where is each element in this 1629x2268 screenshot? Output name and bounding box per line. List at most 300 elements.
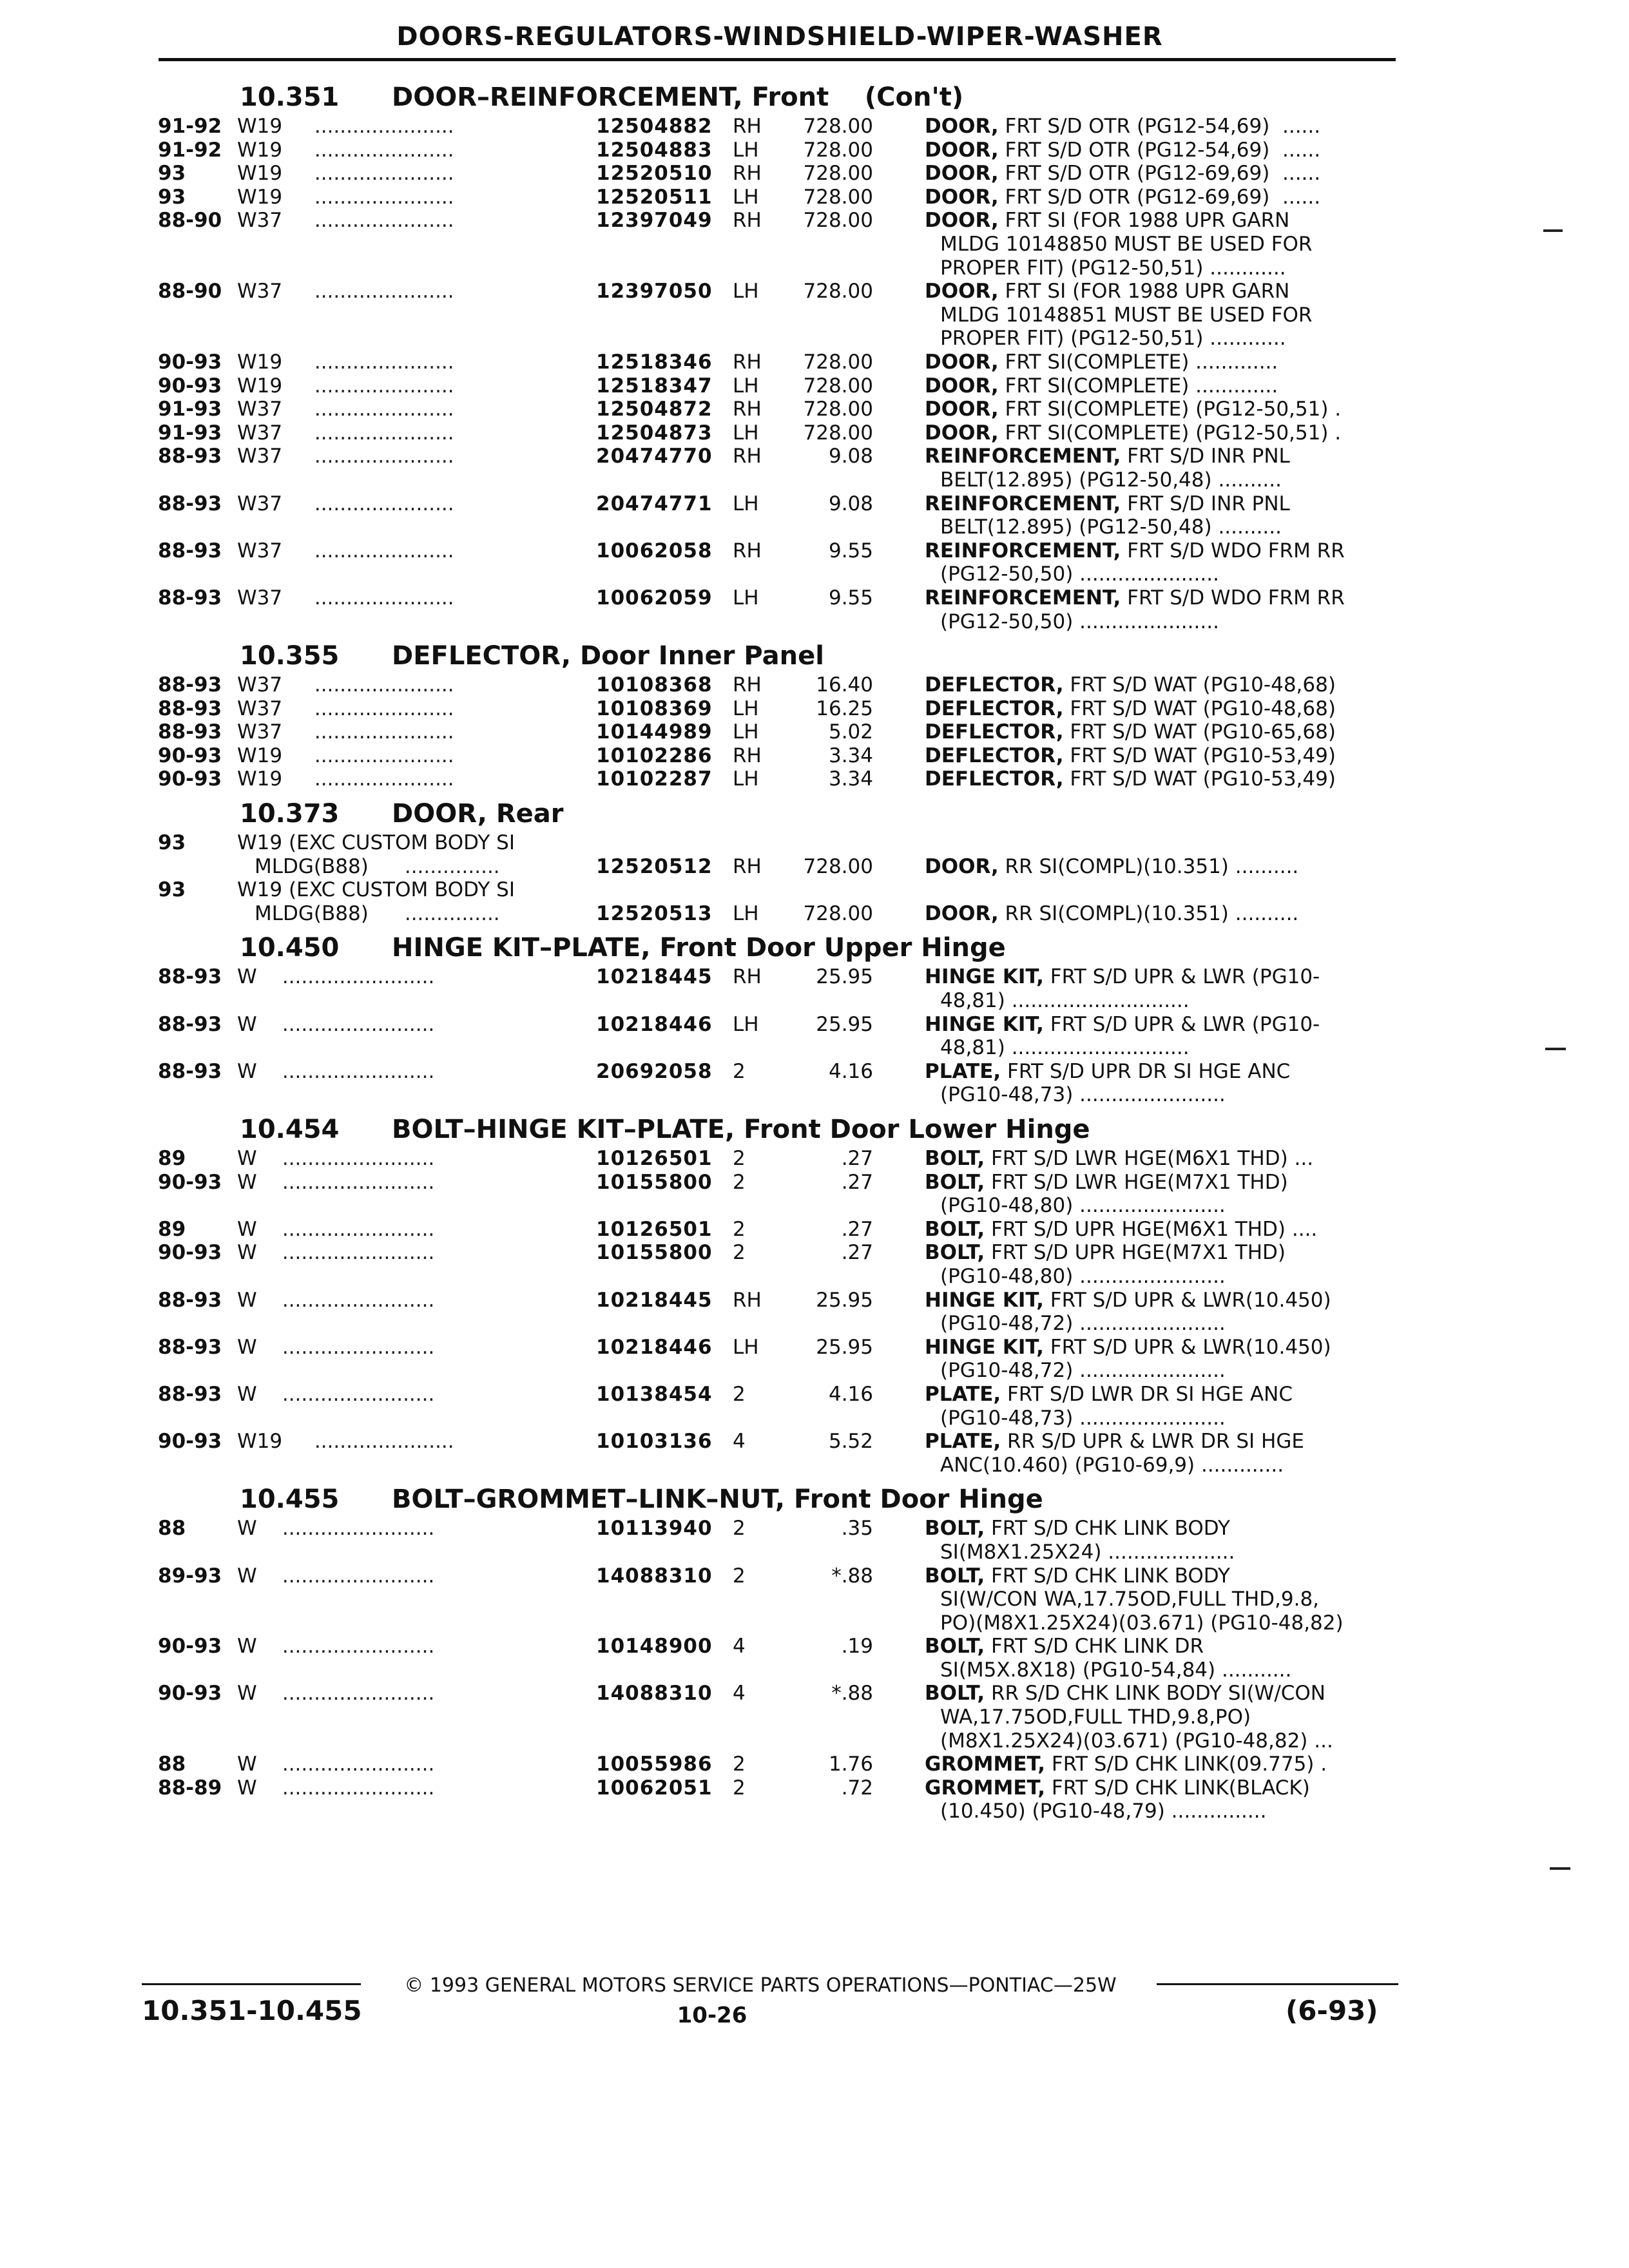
part-number: 10148900: [596, 1635, 713, 1658]
description-text: FRT S/D UPR & LWR(10.450): [1043, 1288, 1331, 1312]
section-heading: BOLT–GROMMET–LINK–NUT, Front Door Hinge: [392, 1485, 1043, 1515]
section-number: 10.373: [240, 799, 340, 829]
description-line: [925, 1013, 1398, 1037]
description-line: [925, 1218, 1398, 1242]
model-code: W19: [237, 138, 283, 162]
footer-rule-right: [1157, 1983, 1398, 1985]
description-keyword: DOOR,: [925, 115, 999, 138]
description-keyword: DOOR,: [925, 162, 999, 186]
model-years: 88-93: [158, 1335, 222, 1359]
model-years: 91-92: [158, 138, 222, 162]
price: *.88: [831, 1564, 873, 1588]
model-years: 91-93: [158, 421, 222, 445]
model-code: W37: [237, 539, 283, 562]
side-qty: LH: [733, 421, 759, 445]
part-number: 10103136: [596, 1430, 713, 1454]
description-keyword: DOOR,: [925, 901, 999, 925]
part-description: [925, 1147, 1398, 1171]
part-row: [158, 1517, 1398, 1564]
model-years: 88-89: [158, 1776, 222, 1800]
model-years: 93: [158, 162, 186, 186]
description-keyword: GROMMET,: [925, 1776, 1046, 1800]
part-row: [158, 1171, 1398, 1218]
model-years: 90-93: [158, 767, 222, 791]
description-line: WA,17.75OD,FULL THD,9.8,PO): [940, 1706, 1251, 1729]
part-description: [925, 855, 1398, 879]
description-keyword: BOLT,: [925, 1517, 985, 1541]
part-number: 10102286: [596, 744, 713, 767]
description-text: FRT S/D UPR DR SI HGE ANC: [1001, 1059, 1291, 1083]
margin-mark: [1545, 1048, 1566, 1050]
model-code: W19: [237, 350, 283, 374]
description-line: [925, 965, 1398, 989]
description-line: (PG10-48,72) .......................: [940, 1359, 1226, 1383]
footer-section-range: 10.351-10.455: [142, 1995, 362, 2026]
side-qty: RH: [733, 539, 762, 562]
description-keyword: DOOR,: [925, 398, 999, 421]
leader-dots: ........................: [276, 1335, 435, 1359]
price: .27: [841, 1217, 873, 1241]
leader-dots: ......................: [308, 115, 454, 138]
part-description: [925, 139, 1398, 162]
description-keyword: DEFLECTOR,: [925, 744, 1064, 767]
price: .27: [841, 1147, 873, 1170]
side-qty: LH: [733, 720, 759, 744]
leader-dots: ......................: [308, 586, 454, 610]
part-description: [925, 421, 1398, 445]
side-qty: 2: [733, 1753, 746, 1776]
leader-dots: ......................: [308, 1430, 454, 1454]
description-line: [925, 1635, 1398, 1658]
part-description: [925, 209, 1398, 280]
leader-dots: ........................: [276, 1288, 435, 1312]
description-keyword: DEFLECTOR,: [925, 697, 1064, 720]
description-line: ANC(10.460) (PG10-69,9) .............: [940, 1453, 1284, 1477]
part-row: [158, 1753, 1398, 1776]
side-qty: 4: [733, 1430, 746, 1454]
model-code: W: [237, 1776, 257, 1800]
price: 16.40: [816, 673, 873, 697]
description-text: FRT S/D WAT (PG10-53,49): [1063, 767, 1336, 791]
description-text: FRT S/D WAT (PG10-48,68): [1063, 697, 1336, 720]
description-keyword: PLATE,: [925, 1382, 1001, 1406]
section-title: [158, 80, 1398, 115]
part-number: 12504873: [596, 421, 713, 445]
part-description: [925, 1013, 1398, 1060]
price: 9.55: [828, 586, 873, 610]
description-line: 48,81) ............................: [940, 1036, 1190, 1060]
part-description: [925, 720, 1398, 744]
model-code-continued: MLDG(B88): [255, 854, 369, 878]
model-code: W37: [237, 673, 283, 697]
side-qty: LH: [733, 586, 759, 610]
description-text: FRT S/D WDO FRM RR: [1121, 539, 1345, 562]
leader-dots: ...............: [398, 854, 500, 878]
model-years: 90-93: [158, 374, 222, 398]
leader-dots: ...............: [398, 901, 500, 925]
model-code: W19: [237, 374, 283, 398]
model-code: W: [237, 1682, 257, 1706]
part-row: [158, 673, 1398, 697]
leader-dots: ........................: [276, 1564, 435, 1588]
description-line: [925, 351, 1398, 374]
leader-dots: ......................: [308, 492, 454, 515]
model-years: 88-93: [158, 1012, 222, 1036]
description-line: [925, 673, 1398, 697]
model-code: W: [237, 1217, 257, 1241]
description-line: [925, 539, 1398, 563]
model-years: 88-93: [158, 492, 222, 515]
description-text: FRT S/D OTR (PG12-69,69) ......: [998, 185, 1321, 209]
header-rule: [159, 58, 1396, 61]
model-years: 88-93: [158, 673, 222, 697]
description-text: RR SI(COMPL)(10.351) ..........: [998, 854, 1299, 878]
price: 728.00: [803, 421, 873, 445]
description-line: [925, 280, 1398, 303]
part-number: 10102287: [596, 767, 713, 791]
side-qty: 2: [733, 1517, 746, 1541]
part-description: [925, 902, 1398, 926]
part-row: [158, 209, 1398, 280]
part-description: [925, 586, 1398, 633]
part-number: 10108368: [596, 673, 713, 697]
description-keyword: REINFORCEMENT,: [925, 492, 1121, 515]
leader-dots: ......................: [308, 280, 454, 303]
part-row: [158, 115, 1398, 139]
description-line: (M8X1.25X24)(03.671) (PG10-48,82) ...: [940, 1729, 1333, 1753]
price: .72: [841, 1776, 873, 1800]
price: 25.95: [816, 1335, 873, 1359]
model-code: W: [237, 1753, 257, 1776]
description-text: FRT S/D CHK LINK(09.775) .: [1045, 1753, 1327, 1776]
part-number: 12518346: [596, 350, 713, 374]
part-row: [158, 697, 1398, 721]
description-line: BELT(12.895) (PG12-50,48) ..........: [940, 515, 1282, 539]
description-line: [925, 855, 1398, 879]
description-line: (10.450) (PG10-48,79) ...............: [940, 1800, 1267, 1823]
part-row: [158, 351, 1398, 374]
part-description: [925, 1682, 1398, 1753]
description-text: FRT S/D CHK LINK BODY: [985, 1517, 1230, 1541]
side-qty: LH: [733, 901, 759, 925]
description-line: [925, 1383, 1398, 1407]
part-number: 10062058: [596, 539, 713, 562]
description-text: FRT SI (FOR 1988 UPR GARN: [998, 280, 1290, 303]
description-line: SI(W/CON WA,17.75OD,FULL THD,9.8,: [940, 1588, 1320, 1611]
model-code: W: [237, 1059, 257, 1083]
description-line: [925, 1147, 1398, 1171]
side-qty: RH: [733, 209, 762, 233]
part-row: [158, 445, 1398, 492]
description-line: [925, 744, 1398, 768]
description-line: [925, 1336, 1398, 1360]
description-line: [925, 1171, 1398, 1195]
model-years: 88: [158, 1517, 186, 1541]
side-qty: 4: [733, 1682, 746, 1706]
price: *.88: [831, 1682, 873, 1706]
part-row: [158, 162, 1398, 186]
side-qty: 2: [733, 1217, 746, 1241]
part-description: [925, 1060, 1398, 1107]
model-years: 88-93: [158, 1059, 222, 1083]
section-heading: HINGE KIT–PLATE, Front Door Upper Hinge: [392, 933, 1006, 963]
description-line: (PG10-48,72) .......................: [940, 1312, 1226, 1336]
price: 5.52: [828, 1430, 873, 1454]
section-title: [158, 639, 1398, 673]
description-text: FRT SI (FOR 1988 UPR GARN: [998, 209, 1290, 233]
model-years: 90-93: [158, 1430, 222, 1454]
side-qty: 2: [733, 1059, 746, 1083]
price: 9.08: [828, 492, 873, 515]
part-number: 10144989: [596, 720, 713, 744]
part-row: [158, 421, 1398, 445]
section-title: [158, 796, 1398, 831]
description-keyword: REINFORCEMENT,: [925, 539, 1121, 562]
part-description: [925, 398, 1398, 421]
model-code: W37: [237, 720, 283, 744]
model-years: 93: [158, 831, 186, 855]
description-text: FRT S/D UPR HGE(M6X1 THD) ....: [985, 1217, 1318, 1241]
description-text: FRT S/D UPR & LWR (PG10-: [1043, 965, 1320, 989]
leader-dots: ......................: [308, 185, 454, 209]
description-line: 48,81) ............................: [940, 989, 1190, 1013]
description-line: MLDG 10148850 MUST BE USED FOR: [940, 232, 1313, 256]
model-years: 91-93: [158, 398, 222, 421]
price: 728.00: [803, 115, 873, 138]
model-code: W: [237, 1517, 257, 1541]
part-number: 10055986: [596, 1753, 713, 1776]
description-keyword: PLATE,: [925, 1430, 1001, 1454]
description-keyword: HINGE KIT,: [925, 1288, 1044, 1312]
part-row: [158, 374, 1398, 398]
part-number: 10062059: [596, 586, 713, 610]
model-code: W37: [237, 280, 283, 303]
part-number: 10155800: [596, 1241, 713, 1265]
model-code: W19 (EXC CUSTOM BODY SI: [237, 831, 515, 855]
price: 728.00: [803, 162, 873, 186]
part-number: 12397050: [596, 280, 713, 303]
description-line: (PG10-48,73) .......................: [940, 1406, 1226, 1430]
description-keyword: BOLT,: [925, 1217, 985, 1241]
model-code: W37: [237, 445, 283, 468]
price: 9.08: [828, 445, 873, 468]
model-code: W: [237, 1288, 257, 1312]
description-text: FRT S/D INR PNL: [1121, 492, 1290, 515]
model-code: W: [237, 1635, 257, 1658]
part-description: [925, 1336, 1398, 1383]
description-line: [925, 492, 1398, 516]
part-number: 10218446: [596, 1335, 713, 1359]
side-qty: RH: [733, 744, 762, 767]
description-keyword: DEFLECTOR,: [925, 720, 1064, 744]
part-row: [158, 1241, 1398, 1288]
model-years: 90-93: [158, 744, 222, 767]
description-line: (PG12-50,50) ......................: [940, 610, 1219, 633]
leader-dots: ......................: [308, 720, 454, 744]
part-description: [925, 1218, 1398, 1242]
part-description: [925, 351, 1398, 374]
description-line: [925, 1753, 1398, 1776]
description-line: [925, 697, 1398, 721]
part-description: [925, 965, 1398, 1012]
description-text: FRT S/D WDO FRM RR: [1121, 586, 1345, 610]
description-keyword: DOOR,: [925, 854, 999, 878]
description-line: [925, 767, 1398, 791]
part-number: 12518347: [596, 374, 713, 398]
description-keyword: BOLT,: [925, 1147, 985, 1170]
leader-dots: ........................: [276, 1776, 435, 1800]
price: 728.00: [803, 138, 873, 162]
description-text: FRT S/D WAT (PG10-48,68): [1063, 673, 1336, 697]
description-line: [925, 720, 1398, 744]
side-qty: 2: [733, 1564, 746, 1588]
description-line: [925, 186, 1398, 209]
leader-dots: ......................: [308, 350, 454, 374]
part-row: [158, 280, 1398, 351]
side-qty: LH: [733, 1012, 759, 1036]
model-years: 88-93: [158, 445, 222, 468]
description-line: [925, 162, 1398, 186]
description-keyword: DOOR,: [925, 374, 999, 398]
price: 728.00: [803, 350, 873, 374]
part-number: 12504872: [596, 398, 713, 421]
description-keyword: BOLT,: [925, 1682, 985, 1706]
description-line: [925, 1517, 1398, 1541]
description-line: [925, 1430, 1398, 1454]
model-code: W19 (EXC CUSTOM BODY SI: [237, 878, 515, 902]
model-years: 88-93: [158, 1288, 222, 1312]
side-qty: RH: [733, 965, 762, 989]
part-description: [925, 1776, 1398, 1823]
part-number: 10126501: [596, 1217, 713, 1241]
leader-dots: ......................: [308, 162, 454, 186]
part-description: [925, 374, 1398, 398]
description-text: FRT SI(COMPLETE) (PG12-50,51) .: [998, 398, 1342, 421]
side-qty: LH: [733, 767, 759, 791]
part-row: [158, 398, 1398, 421]
description-keyword: BOLT,: [925, 1170, 985, 1194]
leader-dots: ........................: [276, 1012, 435, 1036]
side-qty: RH: [733, 398, 762, 421]
footer-page-number: 10-26: [677, 2003, 747, 2028]
description-keyword: HINGE KIT,: [925, 1012, 1044, 1036]
description-line: PROPER FIT) (PG12-50,51) ............: [940, 327, 1286, 351]
part-number: 20474771: [596, 492, 713, 515]
leader-dots: ........................: [276, 965, 435, 989]
part-number: 12520511: [596, 185, 713, 209]
description-text: FRT S/D WAT (PG10-65,68): [1063, 720, 1336, 744]
description-line: PROPER FIT) (PG12-50,51) ............: [940, 256, 1286, 280]
footer-copyright: © 1993 GENERAL MOTORS SERVICE PARTS OPERATIONS—PONTIAC—25W: [404, 1974, 1117, 1997]
leader-dots: ........................: [276, 1217, 435, 1241]
description-text: FRT S/D INR PNL: [1121, 445, 1290, 468]
description-line: [925, 209, 1398, 233]
leader-dots: ......................: [308, 421, 454, 445]
section-heading: DEFLECTOR, Door Inner Panel: [392, 641, 824, 671]
part-description: [925, 115, 1398, 139]
description-text: FRT S/D UPR HGE(M7X1 THD): [985, 1241, 1286, 1265]
part-number: 14088310: [596, 1682, 713, 1706]
model-years: 88: [158, 1753, 186, 1776]
part-number: 12504883: [596, 138, 713, 162]
part-number: 12397049: [596, 209, 713, 233]
description-keyword: DOOR,: [925, 209, 999, 233]
description-text: RR SI(COMPL)(10.351) ..........: [998, 901, 1299, 925]
description-keyword: BOLT,: [925, 1241, 985, 1265]
description-keyword: DEFLECTOR,: [925, 767, 1064, 791]
description-keyword: DEFLECTOR,: [925, 673, 1064, 697]
part-number: 10138454: [596, 1382, 713, 1406]
side-qty: RH: [733, 350, 762, 374]
price: 9.55: [828, 539, 873, 562]
description-line: [925, 398, 1398, 421]
model-code: W37: [237, 398, 283, 421]
price: .27: [841, 1170, 873, 1194]
description-keyword: DOOR,: [925, 350, 999, 374]
description-line: [925, 1060, 1398, 1084]
model-code: W19: [237, 185, 283, 209]
part-row: [158, 1430, 1398, 1477]
description-line: [925, 902, 1398, 926]
model-years: 88-93: [158, 697, 222, 720]
model-code: W: [237, 1564, 257, 1588]
part-row: [158, 720, 1398, 744]
model-years: 93: [158, 878, 186, 902]
part-number: 10218445: [596, 965, 713, 989]
description-text: FRT S/D CHK LINK(BLACK): [1045, 1776, 1310, 1800]
side-qty: RH: [733, 445, 762, 468]
description-text: FRT S/D UPR & LWR (PG10-: [1043, 1012, 1320, 1036]
part-row: [158, 1682, 1398, 1753]
model-code: W: [237, 1241, 257, 1265]
description-line: [925, 139, 1398, 162]
section-heading: DOOR–REINFORCEMENT, Front (Con't): [392, 82, 964, 112]
model-code: W19: [237, 767, 283, 791]
side-qty: 2: [733, 1147, 746, 1170]
model-years: 88-90: [158, 209, 222, 233]
part-description: [925, 186, 1398, 209]
footer-date: (6-93): [1286, 1995, 1378, 2026]
model-code: W: [237, 965, 257, 989]
section-title: [158, 930, 1398, 965]
parts-listing: [158, 75, 1398, 1823]
part-row: [158, 878, 1398, 925]
description-keyword: REINFORCEMENT,: [925, 586, 1121, 610]
part-description: [925, 1289, 1398, 1336]
description-line: [925, 1776, 1398, 1800]
price: 728.00: [803, 280, 873, 303]
part-number: 10062051: [596, 1776, 713, 1800]
model-years: 88-93: [158, 720, 222, 744]
price: 5.02: [828, 720, 873, 744]
model-years: 89: [158, 1217, 186, 1241]
leader-dots: ......................: [308, 138, 454, 162]
model-years: 90-93: [158, 1241, 222, 1265]
side-qty: RH: [733, 854, 762, 878]
part-number: 14088310: [596, 1564, 713, 1588]
price: 16.25: [816, 697, 873, 720]
part-number: 10218445: [596, 1288, 713, 1312]
model-code: W: [237, 1335, 257, 1359]
part-row: [158, 1635, 1398, 1682]
side-qty: LH: [733, 280, 759, 303]
price: 25.95: [816, 965, 873, 989]
part-number: 20474770: [596, 445, 713, 468]
price: 4.16: [828, 1382, 873, 1406]
price: 728.00: [803, 209, 873, 233]
leader-dots: ........................: [276, 1635, 435, 1658]
part-row: [158, 965, 1398, 1012]
